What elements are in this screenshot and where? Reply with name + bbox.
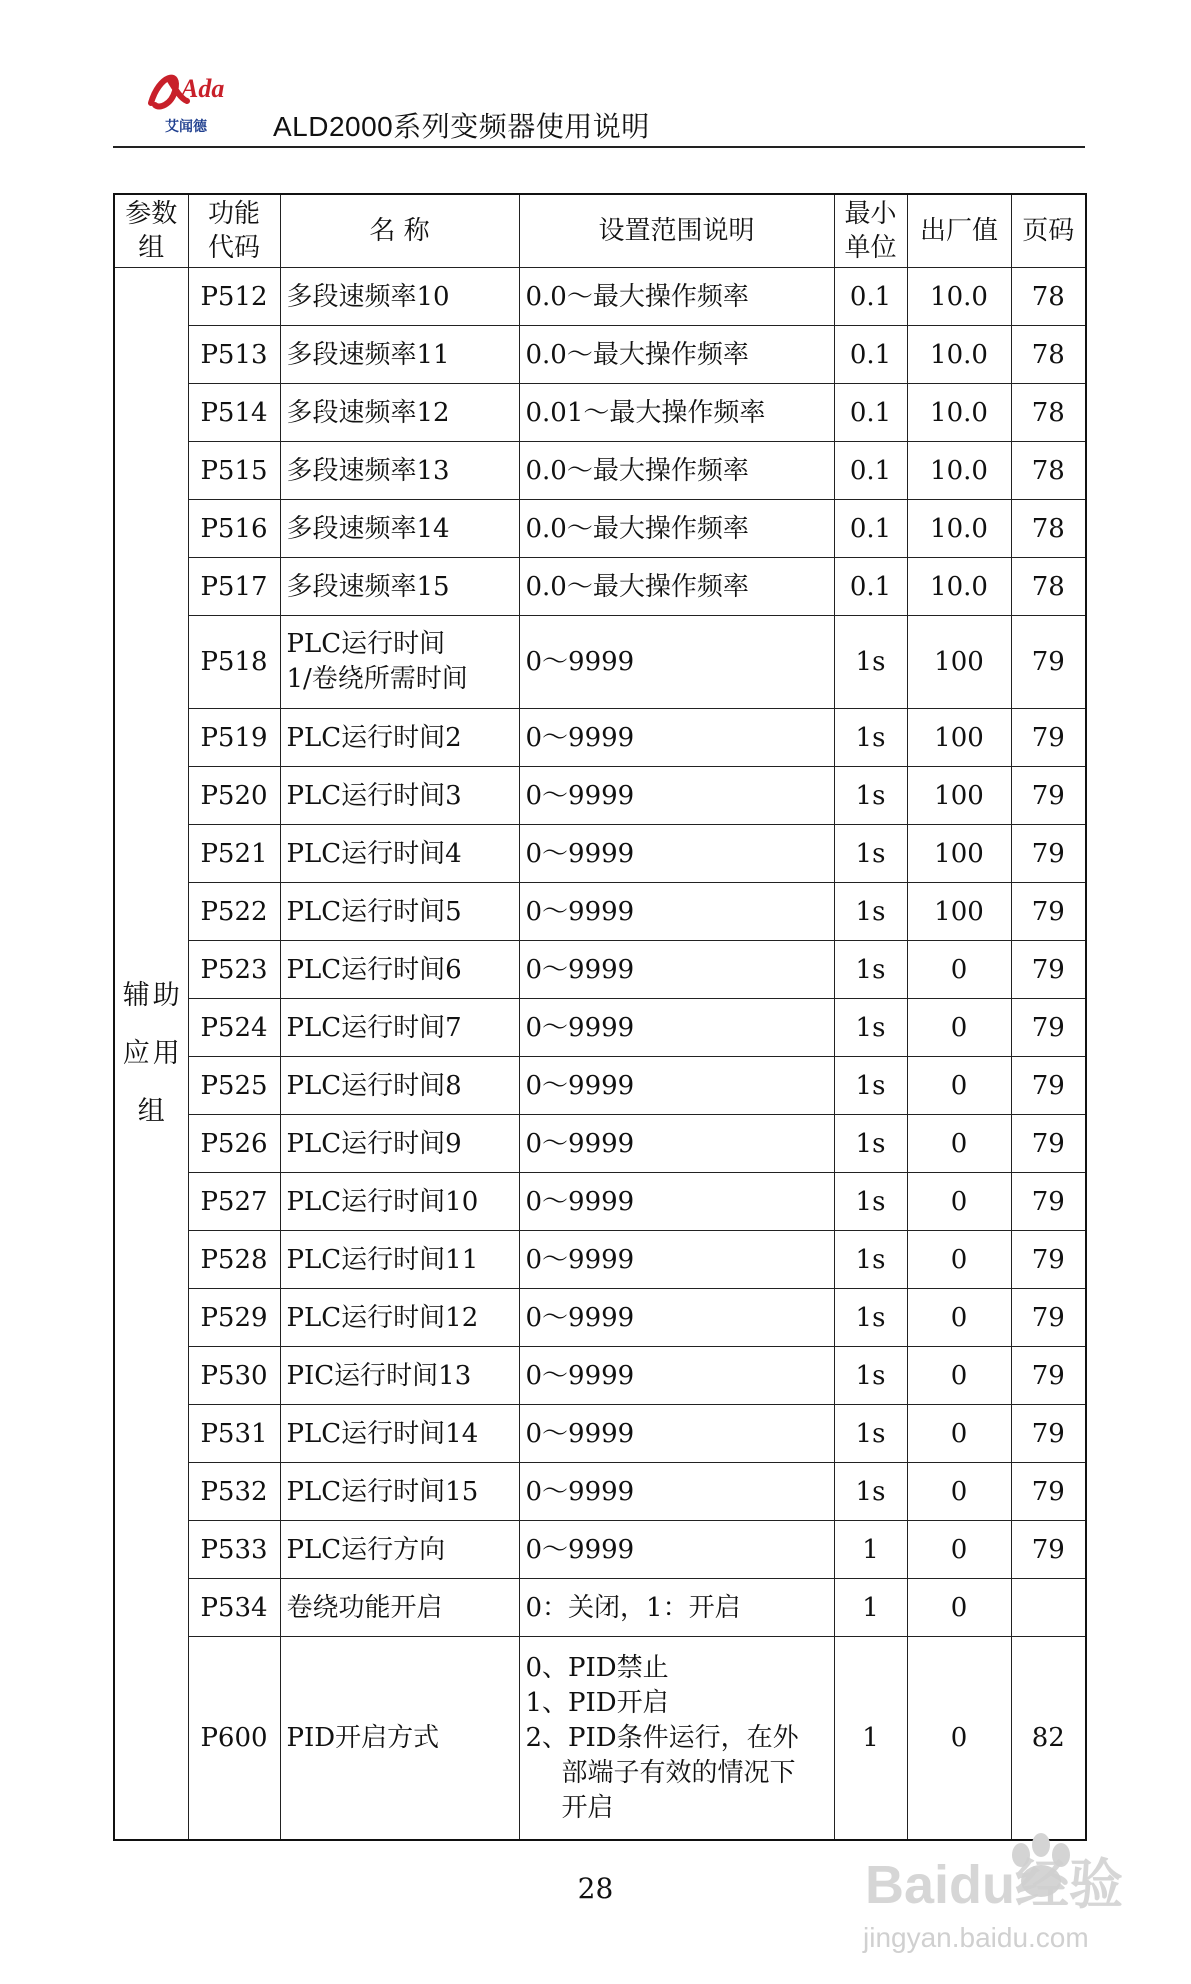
param-range-line: 1、PID开启 xyxy=(525,1687,669,1718)
table-row xyxy=(114,767,1086,825)
param-range-cell: 0～9999 xyxy=(519,825,834,883)
param-unit-cell: 0.1 xyxy=(834,500,907,558)
param-page-cell: 79 xyxy=(1011,825,1086,883)
param-range-cell: 0.0～最大操作频率 xyxy=(519,326,834,384)
param-page-cell: 78 xyxy=(1011,558,1086,616)
param-code-cell: P520 xyxy=(188,767,280,825)
param-code-cell: P515 xyxy=(188,442,280,500)
param-page-cell: 79 xyxy=(1011,1115,1086,1173)
param-default-cell: 0 xyxy=(907,1173,1011,1231)
group-label-char: 组 xyxy=(137,1095,165,1127)
param-default-cell: 100 xyxy=(907,883,1011,941)
baidu-jingyan-watermark xyxy=(845,1795,1135,1965)
table-row xyxy=(114,1231,1086,1289)
header-code-line: 功能 xyxy=(207,199,260,229)
param-name-cell: PLC运行时间2 xyxy=(280,709,519,767)
group-cell xyxy=(114,268,188,1841)
header-unit xyxy=(834,194,907,268)
param-default-cell: 0 xyxy=(907,1521,1011,1579)
param-page-cell: 78 xyxy=(1011,326,1086,384)
table-row xyxy=(114,442,1086,500)
ada-logo xyxy=(129,55,249,143)
param-unit-cell: 1 xyxy=(834,1579,907,1637)
param-range-cell: 0～9999 xyxy=(519,1347,834,1405)
parameter-table xyxy=(113,193,1087,1841)
param-page-cell: 79 xyxy=(1011,883,1086,941)
param-unit-cell: 1s xyxy=(834,941,907,999)
param-code-cell: P523 xyxy=(188,941,280,999)
table-row xyxy=(114,1463,1086,1521)
param-default-cell: 0 xyxy=(907,1579,1011,1637)
param-range-cell: 0～9999 xyxy=(519,767,834,825)
param-code-cell: P518 xyxy=(188,616,280,709)
param-range-cell: 0～9999 xyxy=(519,1405,834,1463)
param-range-cell: 0～9999 xyxy=(519,999,834,1057)
param-range-cell: 0.0～最大操作频率 xyxy=(519,558,834,616)
param-default-cell: 0 xyxy=(907,941,1011,999)
table-row xyxy=(114,709,1086,767)
param-name-cell: PLC运行时间8 xyxy=(280,1057,519,1115)
header-divider xyxy=(113,146,1085,148)
param-range-cell: 0～9999 xyxy=(519,1173,834,1231)
param-code-cell: P521 xyxy=(188,825,280,883)
param-unit-cell: 1s xyxy=(834,1289,907,1347)
param-code-cell: P529 xyxy=(188,1289,280,1347)
table-row xyxy=(114,1115,1086,1173)
param-default-cell: 100 xyxy=(907,616,1011,709)
table-row xyxy=(114,1579,1086,1637)
group-label-char: 助 xyxy=(152,979,180,1011)
param-range-cell: 0～9999 xyxy=(519,1521,834,1579)
param-range-cell: 0.0～最大操作频率 xyxy=(519,268,834,326)
param-range-cell: 0：关闭，1：开启 xyxy=(519,1579,834,1637)
param-name-line: PLC运行时间 xyxy=(286,629,446,659)
param-default-cell: 100 xyxy=(907,709,1011,767)
page-number: 28 xyxy=(577,1872,614,1905)
table-row xyxy=(114,384,1086,442)
param-unit-cell: 1 xyxy=(834,1521,907,1579)
param-page-cell xyxy=(1011,1579,1086,1637)
param-unit-cell: 1s xyxy=(834,1405,907,1463)
param-page-cell: 79 xyxy=(1011,999,1086,1057)
param-unit-cell: 0.1 xyxy=(834,268,907,326)
param-range-cell: 0～9999 xyxy=(519,883,834,941)
table-row xyxy=(114,1521,1086,1579)
param-range-line: 2、PID条件运行，在外 xyxy=(525,1722,799,1753)
param-unit-cell: 1s xyxy=(834,1173,907,1231)
param-unit-cell: 1s xyxy=(834,1347,907,1405)
param-unit-cell: 1s xyxy=(834,1463,907,1521)
header-group-line: 参数 xyxy=(125,199,178,229)
param-default-cell: 10.0 xyxy=(907,442,1011,500)
header-code xyxy=(188,194,280,268)
param-default-cell: 0 xyxy=(907,1057,1011,1115)
param-page-cell: 79 xyxy=(1011,1173,1086,1231)
param-name-cell xyxy=(280,616,519,709)
param-default-cell: 0 xyxy=(907,999,1011,1057)
param-code-cell: P526 xyxy=(188,1115,280,1173)
watermark-brand: Baidu经验 xyxy=(865,1855,1124,1915)
param-name-cell: PLC运行时间10 xyxy=(280,1173,519,1231)
param-code-cell: P513 xyxy=(188,326,280,384)
header-code-line: 代码 xyxy=(207,233,260,263)
param-default-cell: 100 xyxy=(907,767,1011,825)
param-range-cell: 0～9999 xyxy=(519,1231,834,1289)
param-code-cell: P514 xyxy=(188,384,280,442)
param-code-cell: P517 xyxy=(188,558,280,616)
param-default-cell: 0 xyxy=(907,1115,1011,1173)
page-header xyxy=(113,55,1085,147)
param-default-cell: 100 xyxy=(907,825,1011,883)
param-name-cell: PLC运行时间12 xyxy=(280,1289,519,1347)
document-title: ALD2000系列变频器使用说明 xyxy=(273,111,650,142)
param-default-cell: 0 xyxy=(907,1637,1011,1841)
param-range-cell xyxy=(519,1637,834,1841)
param-unit-cell: 0.1 xyxy=(834,384,907,442)
param-default-cell: 0 xyxy=(907,1463,1011,1521)
param-code-cell: P531 xyxy=(188,1405,280,1463)
table-row xyxy=(114,500,1086,558)
table-row xyxy=(114,1289,1086,1347)
param-code-cell: P530 xyxy=(188,1347,280,1405)
param-name-cell: PLC运行时间3 xyxy=(280,767,519,825)
header-range: 设置范围说明 xyxy=(519,194,834,268)
param-default-cell: 10.0 xyxy=(907,558,1011,616)
table-header-row xyxy=(114,194,1086,268)
param-name-cell: PLC运行时间7 xyxy=(280,999,519,1057)
table-row xyxy=(114,558,1086,616)
param-range-cell: 0～9999 xyxy=(519,1463,834,1521)
table-row xyxy=(114,883,1086,941)
param-unit-cell: 1s xyxy=(834,825,907,883)
param-code-cell: P525 xyxy=(188,1057,280,1115)
param-code-cell: P527 xyxy=(188,1173,280,1231)
param-default-cell: 0 xyxy=(907,1231,1011,1289)
param-page-cell: 78 xyxy=(1011,442,1086,500)
param-page-cell: 79 xyxy=(1011,1289,1086,1347)
param-name-cell: 多段速频率14 xyxy=(280,500,519,558)
param-range-line: 开启 xyxy=(561,1792,614,1823)
param-name-cell: PLC运行时间9 xyxy=(280,1115,519,1173)
group-label-char: 用 xyxy=(152,1037,180,1069)
param-name-cell: 多段速频率13 xyxy=(280,442,519,500)
param-page-cell: 78 xyxy=(1011,500,1086,558)
param-code-cell: P528 xyxy=(188,1231,280,1289)
group-label-char: 辅 xyxy=(122,979,150,1011)
param-range-cell: 0～9999 xyxy=(519,616,834,709)
table-row xyxy=(114,268,1086,326)
param-page-cell: 79 xyxy=(1011,941,1086,999)
param-page-cell: 79 xyxy=(1011,1463,1086,1521)
param-name-cell: PIC运行时间13 xyxy=(280,1347,519,1405)
header-unit-line: 最小 xyxy=(844,199,897,229)
param-unit-cell: 0.1 xyxy=(834,326,907,384)
header-name: 名 称 xyxy=(280,194,519,268)
param-name-cell: 多段速频率12 xyxy=(280,384,519,442)
param-name-cell: PLC运行时间5 xyxy=(280,883,519,941)
logo-wordmark: Ada xyxy=(181,74,225,103)
param-default-cell: 10.0 xyxy=(907,384,1011,442)
param-name-cell: PLC运行时间14 xyxy=(280,1405,519,1463)
param-range-cell: 0～9999 xyxy=(519,1057,834,1115)
param-default-cell: 10.0 xyxy=(907,326,1011,384)
header-group xyxy=(114,194,188,268)
param-range-line: 部端子有效的情况下 xyxy=(561,1757,796,1788)
param-unit-cell: 0.1 xyxy=(834,442,907,500)
param-code-cell: P512 xyxy=(188,268,280,326)
param-unit-cell: 1s xyxy=(834,1057,907,1115)
table-row xyxy=(114,1405,1086,1463)
param-name-cell: PLC运行时间6 xyxy=(280,941,519,999)
param-default-cell: 0 xyxy=(907,1347,1011,1405)
param-code-cell: P522 xyxy=(188,883,280,941)
param-unit-cell: 1s xyxy=(834,709,907,767)
param-name-cell: PLC运行时间11 xyxy=(280,1231,519,1289)
table-row xyxy=(114,999,1086,1057)
param-name-cell: 卷绕功能开启 xyxy=(280,1579,519,1637)
param-page-cell: 79 xyxy=(1011,1057,1086,1115)
param-range-cell: 0～9999 xyxy=(519,941,834,999)
param-code-cell: P516 xyxy=(188,500,280,558)
param-code-cell: P532 xyxy=(188,1463,280,1521)
param-range-line: 0、PID禁止 xyxy=(525,1652,669,1683)
param-unit-cell: 1s xyxy=(834,1231,907,1289)
param-name-cell: PLC运行时间15 xyxy=(280,1463,519,1521)
header-default: 出厂值 xyxy=(907,194,1011,268)
param-unit-cell: 1s xyxy=(834,767,907,825)
param-range-cell: 0.0～最大操作频率 xyxy=(519,442,834,500)
header-unit-line: 单位 xyxy=(844,233,897,263)
param-unit-cell: 1 xyxy=(834,1637,907,1841)
table-row xyxy=(114,1057,1086,1115)
header-group-line: 组 xyxy=(138,233,165,263)
param-range-cell: 0～9999 xyxy=(519,1115,834,1173)
param-page-cell: 79 xyxy=(1011,1347,1086,1405)
table-row xyxy=(114,941,1086,999)
param-default-cell: 0 xyxy=(907,1405,1011,1463)
param-code-cell: P533 xyxy=(188,1521,280,1579)
param-name-cell: 多段速频率11 xyxy=(280,326,519,384)
param-name-cell: 多段速频率15 xyxy=(280,558,519,616)
param-code-cell: P519 xyxy=(188,709,280,767)
param-range-cell: 0.0～最大操作频率 xyxy=(519,500,834,558)
param-name-line: 1/卷绕所需时间 xyxy=(286,664,468,694)
param-code-cell: P600 xyxy=(188,1637,280,1841)
param-page-cell: 79 xyxy=(1011,709,1086,767)
param-default-cell: 10.0 xyxy=(907,500,1011,558)
param-page-cell: 78 xyxy=(1011,268,1086,326)
param-page-cell: 79 xyxy=(1011,767,1086,825)
param-code-cell: P524 xyxy=(188,999,280,1057)
param-page-cell: 79 xyxy=(1011,616,1086,709)
param-unit-cell: 1s xyxy=(834,999,907,1057)
param-name-cell: PLC运行方向 xyxy=(280,1521,519,1579)
watermark-url: jingyan.baidu.com xyxy=(863,1922,1089,1953)
table-row xyxy=(114,326,1086,384)
param-page-cell: 78 xyxy=(1011,384,1086,442)
param-range-cell: 0～9999 xyxy=(519,1289,834,1347)
param-name-cell: 多段速频率10 xyxy=(280,268,519,326)
param-default-cell: 0 xyxy=(907,1289,1011,1347)
table-body xyxy=(114,268,1086,1841)
param-page-cell: 79 xyxy=(1011,1231,1086,1289)
group-label-char: 应 xyxy=(122,1037,150,1069)
table-row xyxy=(114,825,1086,883)
param-unit-cell: 1s xyxy=(834,616,907,709)
param-page-cell: 79 xyxy=(1011,1521,1086,1579)
table-row xyxy=(114,1173,1086,1231)
param-range-cell: 0～9999 xyxy=(519,709,834,767)
logo-cn-text: 艾闻德 xyxy=(165,119,207,135)
param-unit-cell: 0.1 xyxy=(834,558,907,616)
param-code-cell: P534 xyxy=(188,1579,280,1637)
param-range-cell: 0.01～最大操作频率 xyxy=(519,384,834,442)
param-unit-cell: 1s xyxy=(834,883,907,941)
table-row xyxy=(114,616,1086,709)
table-row xyxy=(114,1347,1086,1405)
param-default-cell: 10.0 xyxy=(907,268,1011,326)
param-name-cell: PID开启方式 xyxy=(280,1637,519,1841)
header-page: 页码 xyxy=(1011,194,1086,268)
param-page-cell: 82 xyxy=(1011,1637,1086,1841)
param-unit-cell: 1s xyxy=(834,1115,907,1173)
param-name-cell: PLC运行时间4 xyxy=(280,825,519,883)
param-page-cell: 79 xyxy=(1011,1405,1086,1463)
